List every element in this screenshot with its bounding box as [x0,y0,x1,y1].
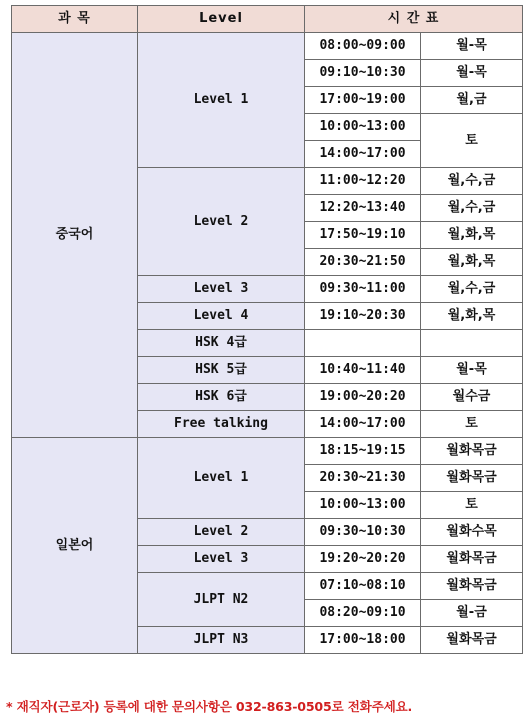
days-cell: 월화목금 [421,465,523,492]
header-timetable: 시 간 표 [305,6,523,33]
table-row [12,438,523,465]
time-cell: 20:30~21:30 [305,465,421,492]
days-cell: 월,화,목 [421,222,523,249]
level-cell: HSK 6급 [138,384,305,411]
level-cell: Level 1 [138,33,305,168]
days-cell: 월,수,금 [421,168,523,195]
time-cell: 19:00~20:20 [305,384,421,411]
days-cell: 토 [421,492,523,519]
schedule-body [12,33,523,654]
days-cell: 토 [421,114,523,168]
time-cell: 10:00~13:00 [305,114,421,141]
days-cell: 월,화,목 [421,303,523,330]
time-cell: 07:10~08:10 [305,573,421,600]
time-cell: 11:00~12:20 [305,168,421,195]
level-cell: Level 3 [138,546,305,573]
days-cell [421,330,523,357]
time-cell: 09:30~11:00 [305,276,421,303]
level-cell: Level 2 [138,519,305,546]
header-subject: 과 목 [12,6,138,33]
days-cell: 토 [421,411,523,438]
level-cell: Level 2 [138,168,305,276]
time-cell: 10:40~11:40 [305,357,421,384]
contact-note: * 재직자(근로자) 등록에 대한 문의사항은 032-863-0505로 전화주세요. [6,699,413,714]
level-cell: JLPT N2 [138,573,305,627]
days-cell: 월화수목 [421,519,523,546]
days-cell: 월화목금 [421,546,523,573]
days-cell: 월-목 [421,357,523,384]
days-cell: 월,금 [421,87,523,114]
time-cell: 14:00~17:00 [305,411,421,438]
subject-cell: 일본어 [12,438,138,654]
days-cell: 월-목 [421,60,523,87]
level-cell: HSK 4급 [138,330,305,357]
days-cell: 월-목 [421,33,523,60]
time-cell: 14:00~17:00 [305,141,421,168]
time-cell: 17:00~18:00 [305,627,421,654]
level-cell: Level 1 [138,438,305,519]
time-cell: 19:20~20:20 [305,546,421,573]
time-cell: 12:20~13:40 [305,195,421,222]
time-cell: 08:00~09:00 [305,33,421,60]
time-cell: 19:10~20:30 [305,303,421,330]
level-cell: Level 3 [138,276,305,303]
level-cell: Free talking [138,411,305,438]
days-cell: 월화목금 [421,627,523,654]
time-cell: 09:10~10:30 [305,60,421,87]
schedule-container [11,5,522,654]
days-cell: 월수금 [421,384,523,411]
time-cell: 08:20~09:10 [305,600,421,627]
time-cell: 10:00~13:00 [305,492,421,519]
table-header-row [12,6,523,33]
time-cell: 09:30~10:30 [305,519,421,546]
days-cell: 월,수,금 [421,195,523,222]
days-cell: 월-금 [421,600,523,627]
days-cell: 월,수,금 [421,276,523,303]
schedule-table [11,5,523,654]
time-cell [305,330,421,357]
subject-cell: 중국어 [12,33,138,438]
days-cell: 월화목금 [421,438,523,465]
time-cell: 18:15~19:15 [305,438,421,465]
days-cell: 월화목금 [421,573,523,600]
level-cell: JLPT N3 [138,627,305,654]
time-cell: 20:30~21:50 [305,249,421,276]
header-level: Level [138,6,305,33]
time-cell: 17:00~19:00 [305,87,421,114]
table-row [12,33,523,60]
level-cell: HSK 5급 [138,357,305,384]
level-cell: Level 4 [138,303,305,330]
days-cell: 월,화,목 [421,249,523,276]
time-cell: 17:50~19:10 [305,222,421,249]
